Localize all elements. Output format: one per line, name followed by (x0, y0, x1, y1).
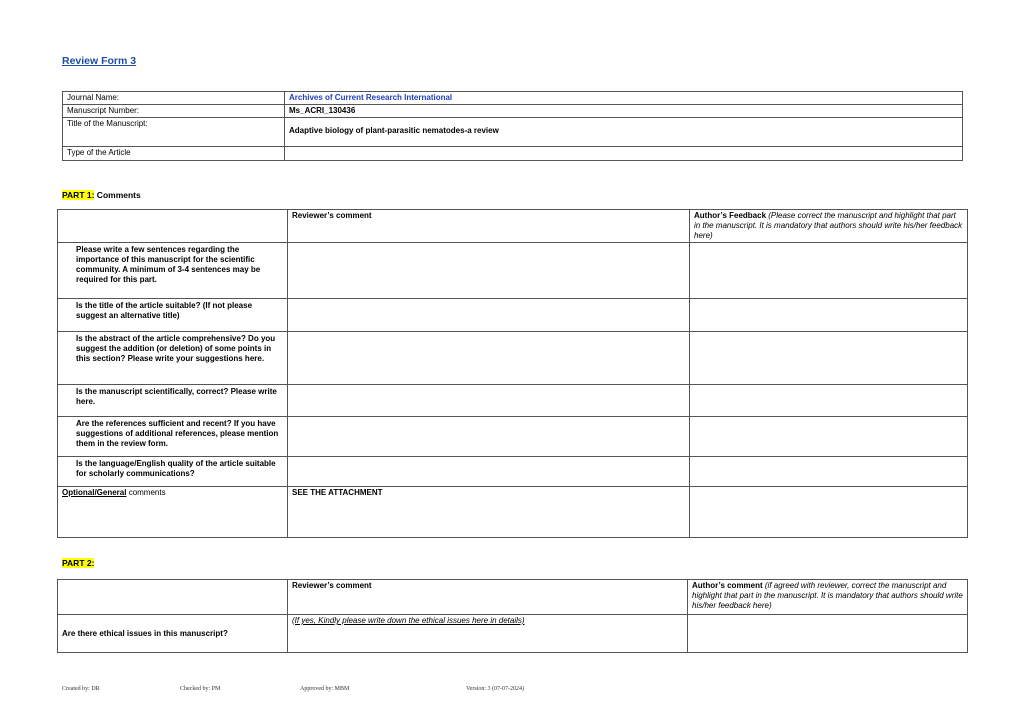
footer-version: Version: 3 (07-07-2024) (466, 686, 524, 692)
author-feedback-cell[interactable] (690, 417, 968, 457)
author-feedback-instructions: (Please correct the manuscript and highlight that part in the manuscript. It is mandatory that authors should write his/her feedback here) (694, 211, 963, 240)
reviewer-comment-cell[interactable] (288, 299, 690, 332)
journal-label: Journal Name: (63, 92, 285, 105)
article-type-label: Type of the Article (63, 147, 285, 161)
reviewer-comment-cell[interactable] (288, 417, 690, 457)
footer-checked-by: Checked by: PM (180, 686, 221, 692)
manuscript-title-row (63, 118, 963, 147)
question-title: Is the title of the article suitable? (If not please suggest an alternative title) (58, 299, 288, 332)
author-feedback-cell[interactable] (690, 243, 968, 299)
journal-row (63, 92, 963, 105)
manuscript-number-value: Ms_ACRI_130436 (285, 105, 963, 118)
part2-header-row (58, 580, 968, 615)
optional-comments-suffix: comments (126, 488, 166, 497)
ethics-reviewer-hint[interactable]: (If yes, Kindly please write down the ethical issues here in details) (288, 615, 688, 653)
question-scientific: Is the manuscript scientifically, correct? Please write here. (58, 385, 288, 417)
part1-author-column-header (690, 210, 968, 243)
part1-heading-label: PART 1: (62, 190, 95, 200)
reviewer-comment-cell[interactable] (288, 243, 690, 299)
question-references: Are the references sufficient and recent? If you have suggestions of additional references, please mention them in the review form. (58, 417, 288, 457)
part1-optional-row (58, 487, 968, 538)
part1-heading (62, 190, 141, 200)
question-importance: Please write a few sentences regarding the importance of this manuscript for the scientific community. A minimum of 3-4 sentences may be required for this part. (58, 243, 288, 299)
part2-reviewer-column-header: Reviewer’s comment (288, 580, 688, 615)
part2-heading-label: PART 2: (62, 558, 95, 568)
author-feedback-cell[interactable] (690, 299, 968, 332)
part1-question-row (58, 385, 968, 417)
reviewer-comment-cell[interactable] (288, 457, 690, 487)
part1-reviewer-column-header: Reviewer’s comment (288, 210, 690, 243)
part1-question-row (58, 417, 968, 457)
author-feedback-cell[interactable] (690, 457, 968, 487)
part1-header-empty (58, 210, 288, 243)
article-type-row (63, 147, 963, 161)
part1-question-row (58, 299, 968, 332)
optional-comments-label (58, 487, 288, 538)
part2-heading (62, 558, 94, 568)
optional-author-feedback-cell[interactable] (690, 487, 968, 538)
form-title: Review Form 3 (62, 55, 137, 67)
part1-heading-rest: Comments (94, 190, 141, 200)
part1-header-row (58, 210, 968, 243)
question-abstract: Is the abstract of the article comprehensive? Do you suggest the addition (or deletion) of some points in this section? Please write your suggestions here. (58, 332, 288, 385)
reviewer-comment-cell[interactable] (288, 332, 690, 385)
author-comment-instructions: (if agreed with reviewer, correct the manuscript and highlight that part in the manuscript. It is mandatory that authors should write his/her feedback here) (692, 581, 963, 610)
optional-reviewer-comment[interactable]: SEE THE ATTACHMENT (288, 487, 690, 538)
journal-value: Archives of Current Research International (285, 92, 963, 105)
optional-general-label: Optional/General (62, 488, 127, 497)
manuscript-number-row (63, 105, 963, 118)
footer-created-by: Created by: DR (62, 686, 100, 692)
reviewer-comment-cell[interactable] (288, 385, 690, 417)
author-feedback-cell[interactable] (690, 332, 968, 385)
part2-author-column-header (688, 580, 968, 615)
footer-approved-by: Approved by: MBM (300, 686, 350, 692)
manuscript-info-table (62, 91, 963, 161)
manuscript-number-label: Manuscript Number: (63, 105, 285, 118)
ethics-question: Are there ethical issues in this manuscript? (58, 615, 288, 653)
author-feedback-label: Author’s Feedback (694, 211, 767, 220)
part2-header-empty (58, 580, 288, 615)
manuscript-title-label: Title of the Manuscript: (63, 118, 285, 147)
part1-question-row (58, 243, 968, 299)
author-feedback-cell[interactable] (690, 385, 968, 417)
article-type-value[interactable] (285, 147, 963, 161)
ethics-author-comment-cell[interactable] (688, 615, 968, 653)
part1-comments-table (57, 209, 968, 538)
part1-question-row (58, 457, 968, 487)
author-comment-label: Author’s comment (692, 581, 763, 590)
part1-question-row (58, 332, 968, 385)
manuscript-title-value: Adaptive biology of plant-parasitic nematodes-a review (285, 118, 963, 147)
ethics-row (58, 615, 968, 653)
part2-ethics-table (57, 579, 968, 653)
question-language: Is the language/English quality of the article suitable for scholarly communications? (58, 457, 288, 487)
